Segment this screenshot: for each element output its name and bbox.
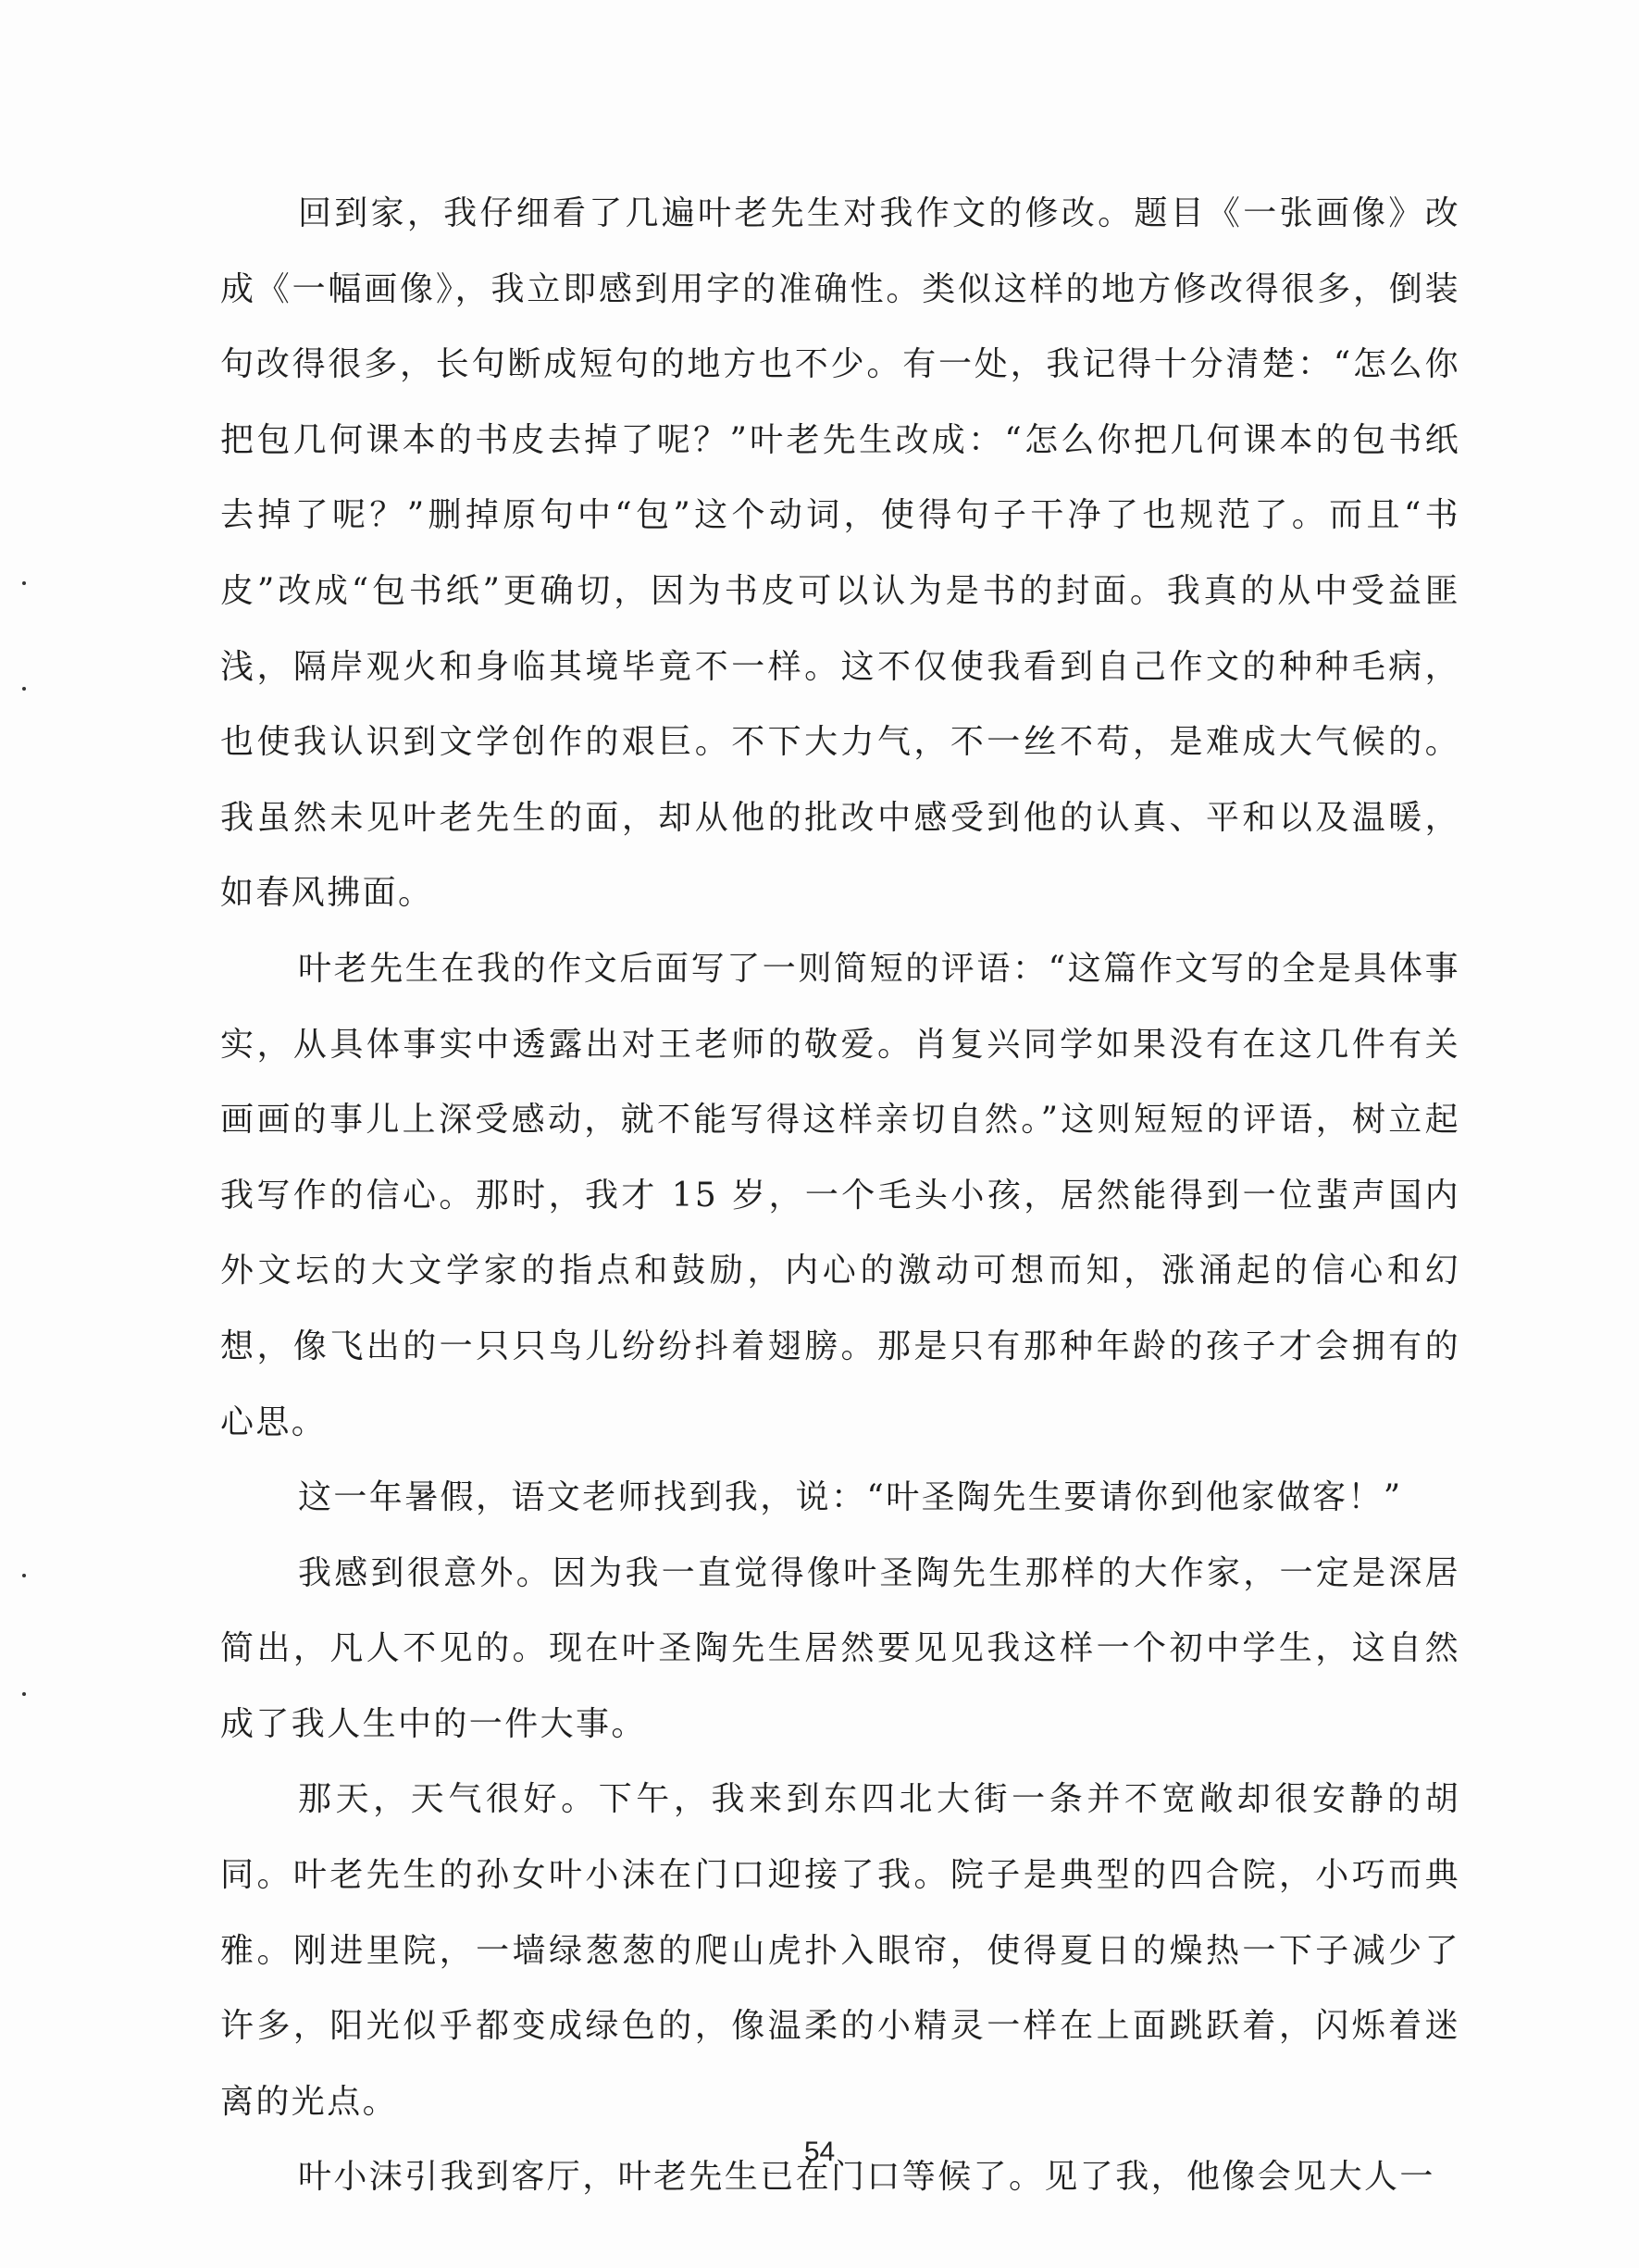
page-number: 54 bbox=[803, 2137, 836, 2167]
margin-mark bbox=[22, 581, 26, 585]
body-text bbox=[220, 176, 1460, 2215]
paragraph-2: 叶老先生在我的作文后面写了一则简短的评语：“这篇作文写的全是具体事实，从具体事实中透露出对王老师的敬爱。肖复兴同学如果没有在这几件有关画画的事儿上深受感动，就不能写得这样亲切自然。”这则短短的评语，树立起我写作的信心。那时，我才 15 岁，一个毛头小孩，居然能得到一位蜚声国内外文坛的大文学家的指点和鼓励，内心的激动可想而知，涨涌起的信心和幻想，像飞出的一只只鸟儿纷纷抖着翅膀。那是只有那种年龄的孩子才会拥有的心思。 bbox=[220, 949, 1460, 1441]
margin-mark bbox=[22, 1692, 26, 1696]
paragraph-3: 这一年暑假，语文老师找到我，说：“叶圣陶先生要请你到他家做客！” bbox=[298, 1478, 1403, 1517]
paragraph-6: 叶小沫引我到客厅，叶老先生已在门口等候了。见了我，他像会见大人一 bbox=[298, 2158, 1435, 2197]
paragraph-1: 回到家，我仔细看了几遍叶老先生对我作文的修改。题目《一张画像》改成《一幅画像》，我立即感到用字的准确性。类似这样的地方修改得很多，倒装句改得很多，长句断成短句的地方也不少。有一处，我记得十分清楚：“怎么你把包几何课本的书皮去掉了呢？”叶老先生改成：“怎么你把几何课本的包书纸去掉了呢？”删掉原句中“包”这个动词，使得句子干净了也规范了。而且“书皮”改成“包书纸”更确切，因为书皮可以认为是书的封面。我真的从中受益匪浅，隔岸观火和身临其境毕竟不一样。这不仅使我看到自己作文的种种毛病，也使我认识到文学创作的艰巨。不下大力气，不一丝不苟，是难成大气候的。我虽然未见叶老先生的面，却从他的批改中感受到他的认真、平和以及温暖，如春风拂面。 bbox=[220, 194, 1460, 913]
margin-mark bbox=[22, 687, 26, 691]
paragraph-4: 我感到很意外。因为我一直觉得像叶圣陶先生那样的大作家，一定是深居简出，凡人不见的。现在叶圣陶先生居然要见见我这样一个初中学生，这自然成了我人生中的一件大事。 bbox=[220, 1553, 1460, 1743]
margin-mark bbox=[22, 1574, 26, 1577]
paragraph-5: 那天，天气很好。下午，我来到东四北大街一条并不宽敞却很安静的胡同。叶老先生的孙女叶小沫在门口迎接了我。院子是典型的四合院，小巧而典雅。刚进里院，一墙绿葱葱的爬山虎扑入眼帘，使得夏日的燥热一下子减少了许多，阳光似乎都变成绿色的，像温柔的小精灵一样在上面跳跃着，闪烁着迷离的光点。 bbox=[220, 1780, 1460, 2121]
